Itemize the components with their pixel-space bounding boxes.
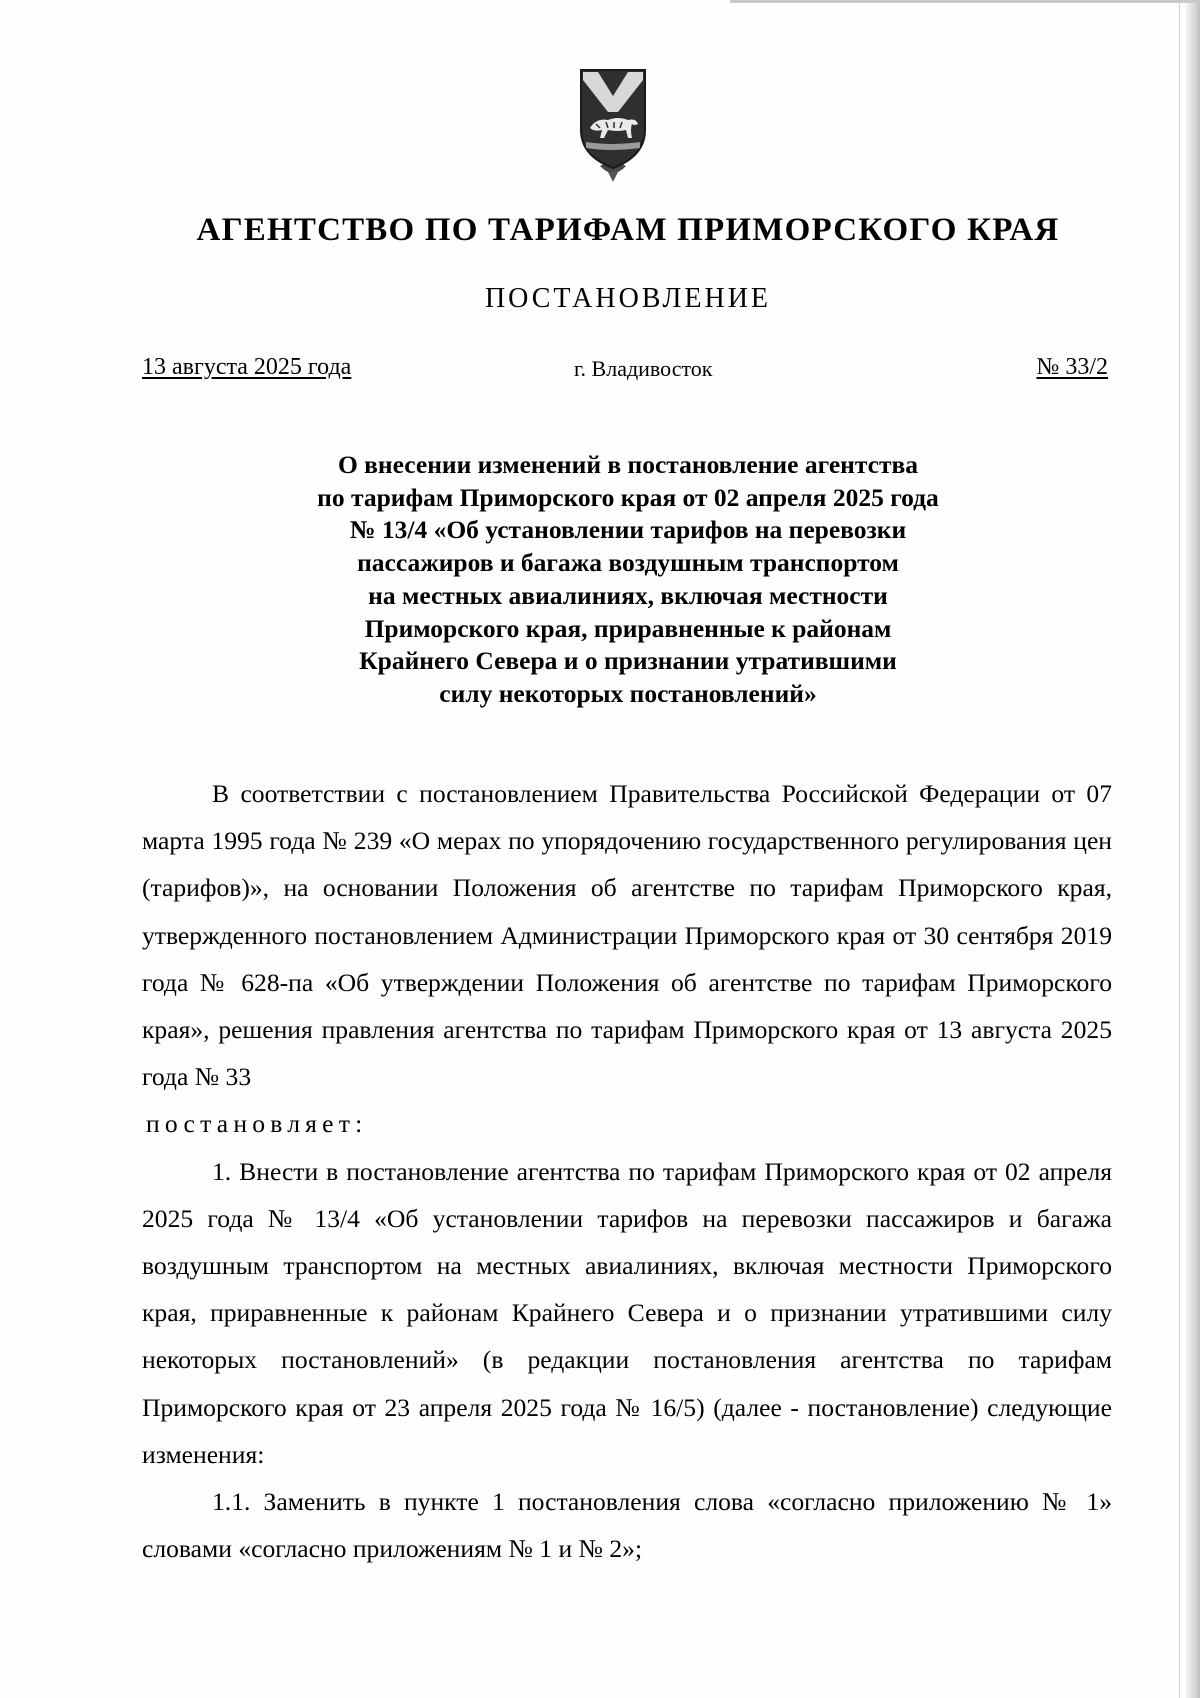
heading-line: № 13/4 «Об установлении тарифов на перевозки: [349, 515, 907, 545]
heading-line: пассажиров и багажа воздушным транспортом: [357, 548, 899, 578]
item-1-1-paragraph: 1.1. Заменить в пункте 1 постановления слова «согласно приложению № 1» словами «согласно приложениям № 1 и № 2»;: [142, 1487, 1112, 1564]
document-city: г. Владивосток: [574, 356, 713, 381]
heading-line: О внесении изменений в постановление агентства: [337, 450, 919, 479]
scan-edge-shadow: [1186, 0, 1200, 1698]
document-number: № 33/2: [1036, 354, 1108, 380]
scan-edge-line: [1179, 0, 1180, 1698]
heading-line: Крайнего Севера и о признании утратившими: [359, 646, 897, 676]
heading-line: по тарифам Приморского края от 02 апреля 2025 года: [317, 482, 939, 512]
scan-top-edge: [730, 0, 1200, 3]
heading-line: Приморского края, приравненные к районам: [364, 613, 892, 643]
preamble-paragraph: В соответствии с постановлением Правительства Российской Федерации от 07 марта 1995 года № 239 «О мерах по упорядочению государственного регулирования цен (тарифов)», на основании Положения об агентстве по тарифам Приморского края, утвержденного постановлением Администрации Приморского края от 30 сентября 2019 года № 628-па «Об утверждении Положения об агентстве по тарифам Приморского края», решения правления агентства по тарифам Приморского края от 13 августа 2025 года № 33: [142, 779, 1112, 1092]
heading-line: силу некоторых постановлений»: [439, 678, 817, 708]
document-heading: [190, 449, 1066, 711]
agency-title: АГЕНТСТВО ПО ТАРИФАМ ПРИМОРСКОГО КРАЯ: [196, 212, 1060, 248]
heading-line: на местных авиалиниях, включая местности: [368, 580, 888, 610]
resolves-word: постановляет:: [146, 1109, 368, 1139]
document-body: [142, 770, 1112, 1572]
coat-of-arms-icon: [578, 68, 648, 184]
document-type: ПОСТАНОВЛЕНИЕ: [484, 283, 772, 314]
item-1-paragraph: 1. Внести в постановление агентства по тарифам Приморского края от 02 апреля 2025 года № 13/4 «Об установлении тарифов на перевозки пассажиров и багажа воздушным транспортом на местных авиалиниях, включая местности Приморского края, приравненные к районам Крайнего Севера и о признании утратившими силу некоторых постановлений» (в редакции постановления агентства по тарифам Приморского края от 23 апреля 2025 года № 16/5) (далее - постановление) следующие изменения:: [142, 1156, 1112, 1469]
document-date: 13 августа 2025 года: [142, 354, 352, 380]
